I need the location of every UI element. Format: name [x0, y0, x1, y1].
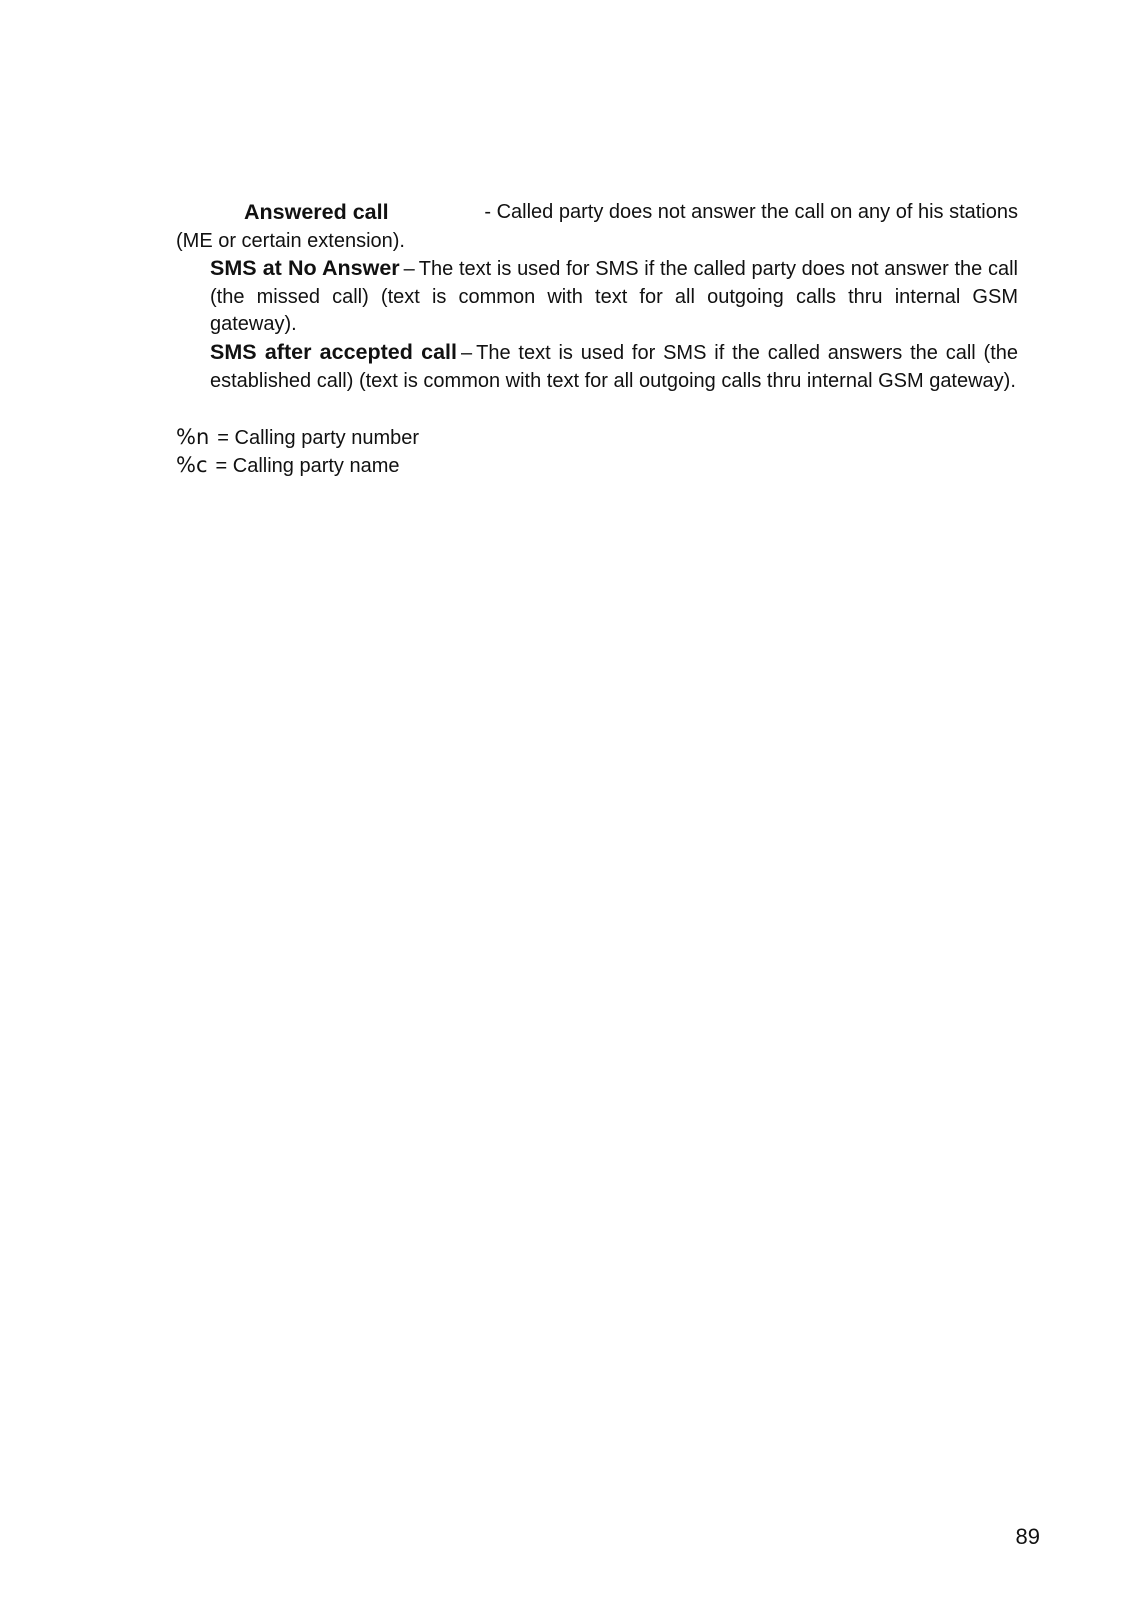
answered-call-description: Called party does not answer the call on any of his stations [496, 201, 1018, 223]
variable-row-calling-name [176, 452, 400, 480]
variable-equals: = [215, 455, 228, 477]
sms-no-answer-term: SMS at No Answer [210, 256, 400, 280]
sms-no-answer-dash: – [403, 258, 415, 280]
variable-equals: = [217, 427, 229, 449]
variable-symbol: %n [176, 425, 210, 449]
answered-call-separator: - [484, 201, 492, 223]
variable-meaning: Calling party number [234, 427, 420, 449]
answered-call-description-line [484, 199, 1018, 226]
variable-meaning: Calling party name [232, 455, 400, 477]
sms-no-answer-description: The text is used for SMS if the called party does not answer the call (the missed call) (text is common with text for all outgoing calls thru internal GSM gateway). [210, 258, 1018, 335]
page-number: 89 [1015, 1524, 1040, 1549]
sms-after-accepted-dash: – [461, 342, 473, 364]
sms-no-answer-paragraph [210, 255, 1018, 339]
variable-symbol: %c [176, 453, 208, 477]
answered-call-term: Answered call [244, 200, 389, 224]
answered-call-continuation: (ME or certain extension). [176, 230, 405, 252]
sms-after-accepted-term: SMS after accepted call [210, 340, 457, 364]
sms-after-accepted-description: The text is used for SMS if the called answers the call (the established call) (text is common with text for all outgoing calls thru internal GSM gateway). [210, 342, 1019, 392]
variable-row-calling-number [176, 424, 419, 452]
sms-after-accepted-paragraph [210, 339, 1018, 395]
